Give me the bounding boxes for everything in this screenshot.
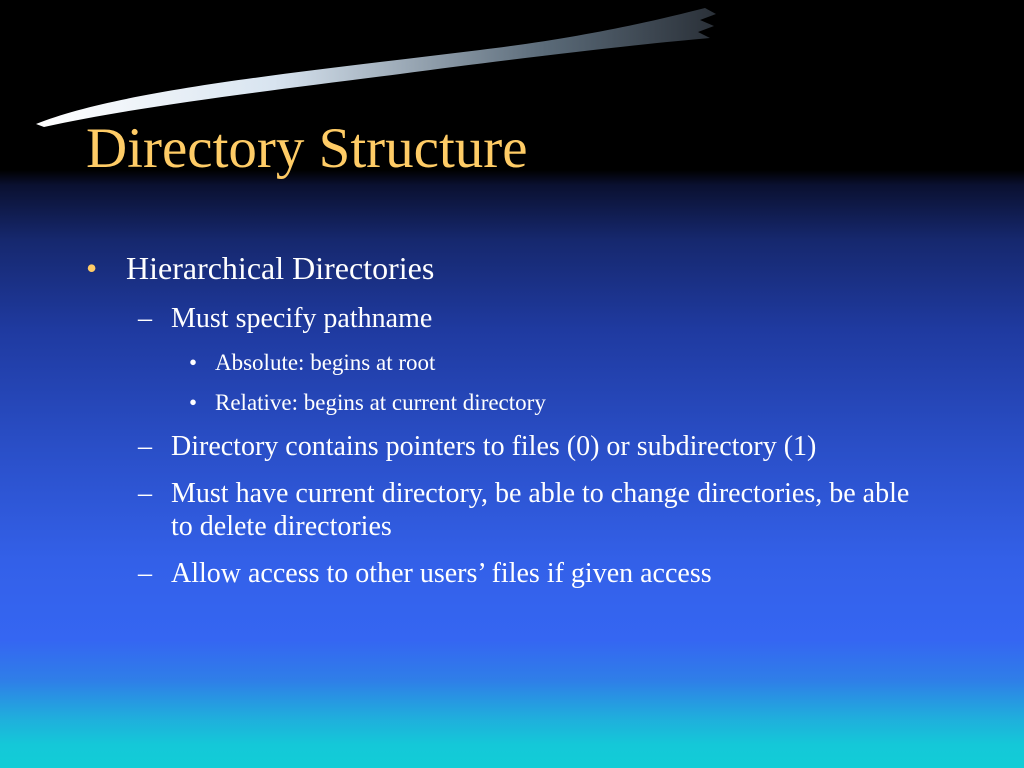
bullet-marker: • bbox=[86, 250, 98, 286]
bullet-marker: • bbox=[189, 390, 198, 416]
list-item bbox=[0, 389, 1024, 417]
bullet-list bbox=[0, 250, 1024, 604]
list-item bbox=[0, 349, 1024, 377]
list-item-text: Absolute: begins at root bbox=[215, 349, 436, 375]
list-item-text: Must have current directory, be able to change directories, be able to delete directories bbox=[171, 478, 910, 543]
list-item bbox=[0, 477, 1024, 543]
bullet-marker: • bbox=[189, 349, 198, 375]
list-item bbox=[0, 430, 1024, 463]
list-item-text: Relative: begins at current directory bbox=[215, 390, 546, 416]
list-item-text: Allow access to other users’ files if given access bbox=[171, 558, 712, 590]
list-item-text: Directory contains pointers to files (0) or subdirectory (1) bbox=[171, 430, 817, 462]
list-item bbox=[0, 557, 1024, 590]
dash-marker: – bbox=[138, 430, 152, 462]
dash-marker: – bbox=[138, 558, 152, 590]
dash-marker: – bbox=[138, 478, 152, 509]
slide-title: Directory Structure bbox=[86, 117, 528, 180]
list-item bbox=[0, 302, 1024, 335]
dash-marker: – bbox=[138, 302, 152, 334]
list-item bbox=[0, 250, 1024, 288]
list-item-text: Hierarchical Directories bbox=[126, 250, 435, 286]
list-item-text: Must specify pathname bbox=[171, 302, 433, 334]
